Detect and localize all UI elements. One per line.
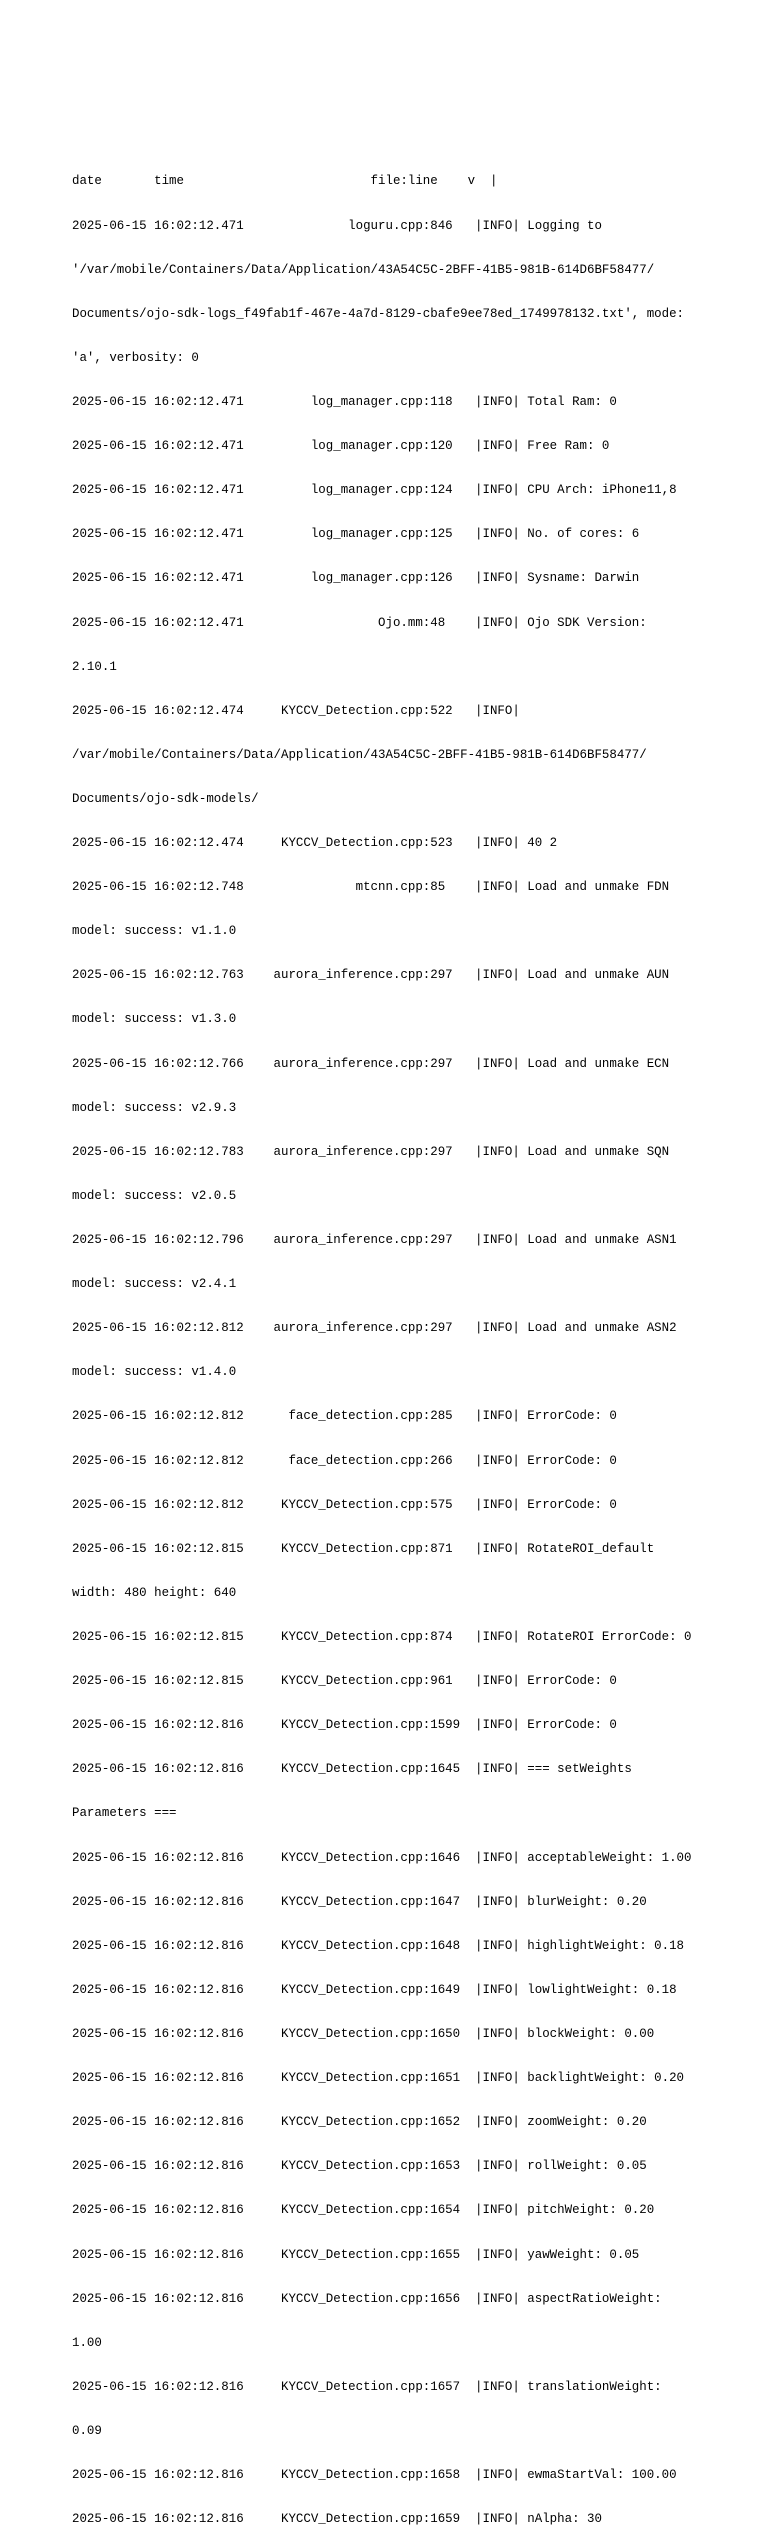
log-line: 2025-06-15 16:02:12.816 KYCCV_Detection.cpp:1649 |INFO| lowlightWeight: 0.18 [72,1982,677,1997]
log-line: 2025-06-15 16:02:12.816 KYCCV_Detection.cpp:1651 |INFO| backlightWeight: 0.20 [72,2071,685,2086]
log-line: 2025-06-15 16:02:12.816 KYCCV_Detection.cpp:1653 |INFO| rollWeight: 0.05 [72,2159,647,2174]
log-line: 2025-06-15 16:02:12.471 log_manager.cpp:124 |INFO| CPU Arch: iPhone11,8 [72,483,677,498]
log-line: 2025-06-15 16:02:12.816 KYCCV_Detection.cpp:1599 |INFO| ErrorCode: 0 [72,1718,617,1733]
log-line: width: 480 height: 640 [72,1585,237,1600]
log-line: 2025-06-15 16:02:12.816 KYCCV_Detection.cpp:1656 |INFO| aspectRatioWeight: [72,2291,662,2306]
log-line: 2025-06-15 16:02:12.471 log_manager.cpp:125 |INFO| No. of cores: 6 [72,527,640,542]
log-line: 2025-06-15 16:02:12.816 KYCCV_Detection.cpp:1655 |INFO| yawWeight: 0.05 [72,2247,640,2262]
log-line: 2025-06-15 16:02:12.816 KYCCV_Detection.cpp:1648 |INFO| highlightWeight: 0.18 [72,1938,685,1953]
log-line: 2025-06-15 16:02:12.816 KYCCV_Detection.cpp:1645 |INFO| === setWeights [72,1762,632,1777]
log-line: 2025-06-15 16:02:12.474 KYCCV_Detection.cpp:522 |INFO| [72,703,520,718]
log-line: 0.09 [72,2423,102,2438]
log-line: 2025-06-15 16:02:12.796 aurora_inference.cpp:297 |INFO| Load and unmake ASN1 [72,1233,677,1248]
log-line: model: success: v1.1.0 [72,924,237,939]
log-line: 2025-06-15 16:02:12.816 KYCCV_Detection.cpp:1658 |INFO| ewmaStartVal: 100.00 [72,2468,677,2483]
log-line: 2025-06-15 16:02:12.812 face_detection.cpp:285 |INFO| ErrorCode: 0 [72,1409,617,1424]
log-line: 2025-06-15 16:02:12.763 aurora_inference.cpp:297 |INFO| Load and unmake AUN [72,968,670,983]
log-line: 'a', verbosity: 0 [72,350,199,365]
log-line: model: success: v2.9.3 [72,1100,237,1115]
log-line: 2025-06-15 16:02:12.815 KYCCV_Detection.cpp:961 |INFO| ErrorCode: 0 [72,1674,617,1689]
log-line: 2025-06-15 16:02:12.471 log_manager.cpp:126 |INFO| Sysname: Darwin [72,571,640,586]
log-line: model: success: v1.4.0 [72,1365,237,1380]
log-line: 2025-06-15 16:02:12.471 log_manager.cpp:118 |INFO| Total Ram: 0 [72,394,617,409]
log-line: 1.00 [72,2335,102,2350]
log-line: '/var/mobile/Containers/Data/Application/43A54C5C-2BFF-41B5-981B-614D6BF58477/ [72,262,655,277]
log-line: 2025-06-15 16:02:12.816 KYCCV_Detection.cpp:1646 |INFO| acceptableWeight: 1.00 [72,1850,692,1865]
log-line: 2025-06-15 16:02:12.783 aurora_inference.cpp:297 |INFO| Load and unmake SQN [72,1144,670,1159]
log-text-block [72,145,712,2542]
log-line: 2025-06-15 16:02:12.816 KYCCV_Detection.cpp:1659 |INFO| nAlpha: 30 [72,2512,602,2527]
log-line: 2025-06-15 16:02:12.816 KYCCV_Detection.cpp:1657 |INFO| translationWeight: [72,2379,662,2394]
log-line: 2025-06-15 16:02:12.815 KYCCV_Detection.cpp:874 |INFO| RotateROI ErrorCode: 0 [72,1630,692,1645]
log-line: 2025-06-15 16:02:12.816 KYCCV_Detection.cpp:1650 |INFO| blockWeight: 0.00 [72,2027,655,2041]
log-line: 2025-06-15 16:02:12.816 KYCCV_Detection.cpp:1652 |INFO| zoomWeight: 0.20 [72,2115,647,2130]
log-line: model: success: v1.3.0 [72,1012,237,1027]
log-header-line: date time file:line v | [72,174,498,189]
log-line: 2025-06-15 16:02:12.812 KYCCV_Detection.cpp:575 |INFO| ErrorCode: 0 [72,1497,617,1512]
log-line: 2025-06-15 16:02:12.812 aurora_inference.cpp:297 |INFO| Load and unmake ASN2 [72,1321,677,1336]
log-line: Documents/ojo-sdk-logs_f49fab1f-467e-4a7d-8129-cbafe9ee78ed_1749978132.txt', mode: [72,306,685,321]
log-line: 2025-06-15 16:02:12.471 log_manager.cpp:120 |INFO| Free Ram: 0 [72,439,610,454]
log-line: 2025-06-15 16:02:12.471 Ojo.mm:48 |INFO| Ojo SDK Version: [72,615,647,630]
log-line: 2.10.1 [72,659,117,674]
log-line: Documents/ojo-sdk-models/ [72,791,259,806]
log-line: 2025-06-15 16:02:12.812 face_detection.cpp:266 |INFO| ErrorCode: 0 [72,1453,617,1468]
log-line: 2025-06-15 16:02:12.816 KYCCV_Detection.cpp:1654 |INFO| pitchWeight: 0.20 [72,2203,655,2218]
log-line: 2025-06-15 16:02:12.815 KYCCV_Detection.cpp:871 |INFO| RotateROI_default [72,1541,655,1556]
log-line: 2025-06-15 16:02:12.471 loguru.cpp:846 |INFO| Logging to [72,218,602,233]
log-line: 2025-06-15 16:02:12.748 mtcnn.cpp:85 |INFO| Load and unmake FDN [72,880,670,895]
log-line: model: success: v2.0.5 [72,1188,237,1203]
log-line: 2025-06-15 16:02:12.474 KYCCV_Detection.cpp:523 |INFO| 40 2 [72,836,558,851]
log-line: model: success: v2.4.1 [72,1277,237,1292]
log-line: Parameters === [72,1806,177,1821]
log-line: 2025-06-15 16:02:12.816 KYCCV_Detection.cpp:1647 |INFO| blurWeight: 0.20 [72,1894,647,1909]
log-line: /var/mobile/Containers/Data/Application/43A54C5C-2BFF-41B5-981B-614D6BF58477/ [72,747,647,762]
log-line: 2025-06-15 16:02:12.766 aurora_inference.cpp:297 |INFO| Load and unmake ECN [72,1056,670,1071]
